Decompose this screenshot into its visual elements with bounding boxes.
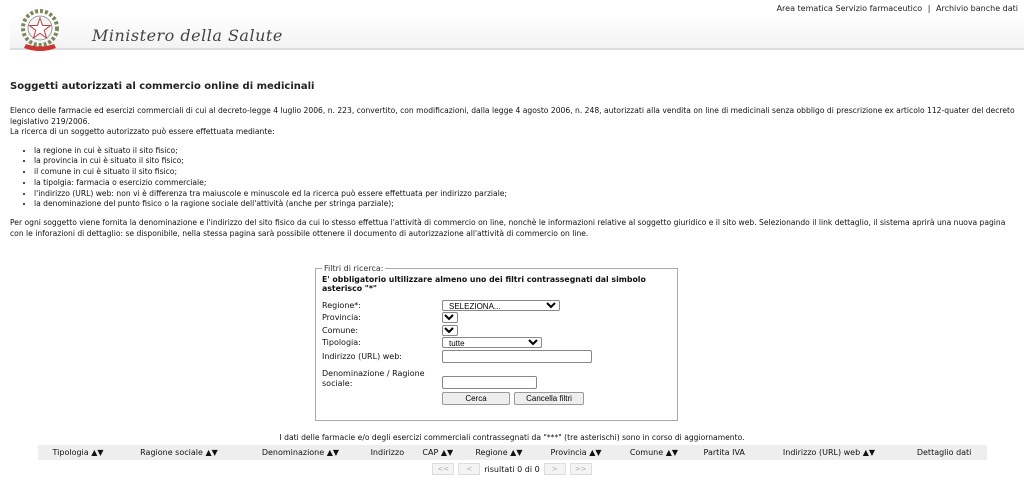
- list-item: • la denominazione del punto fisico o la ragione sociale dell'attività (anche per stringa parziale);: [34, 199, 1020, 210]
- denominazione-label: Denominazione / Ragione sociale:: [322, 369, 425, 388]
- first-page-button[interactable]: <<: [432, 463, 454, 475]
- comune-label: Comune:: [322, 325, 359, 335]
- col-comune[interactable]: Comune ▲▼: [629, 448, 678, 457]
- list-item: • la tipolgia: farmacia o esercizio commerciale;: [34, 178, 1020, 189]
- tipologia-label: Tipologia:: [322, 338, 361, 348]
- area-tematica-link[interactable]: Area tematica Servizio farmaceutico: [776, 4, 923, 13]
- archivio-link[interactable]: Archivio banche dati: [936, 4, 1018, 13]
- url-label: Indirizzo (URL) web:: [322, 351, 402, 361]
- comune-select[interactable]: [442, 325, 458, 336]
- last-page-button[interactable]: >>: [570, 463, 592, 475]
- update-note: I dati delle farmacie e/o degli esercizi commerciali contrassegnati da "***" (tre asterischi) sono in corso di aggiornamento.: [279, 433, 745, 442]
- col-provincia[interactable]: Provincia ▲▼: [550, 448, 602, 457]
- col-denominazione[interactable]: Denominazione ▲▼: [261, 448, 340, 457]
- results-table: [38, 445, 987, 460]
- required-note: E' obbligatorio ultilizzare almeno uno dei filtri contrassegnati dal simbolo asterisco "*": [322, 275, 646, 293]
- next-page-button[interactable]: >: [544, 463, 566, 475]
- intro-paragraph: La ricerca di un soggetto autorizzato può essere effettuata mediante:: [10, 127, 275, 137]
- url-input[interactable]: [442, 350, 592, 363]
- regione-select[interactable]: [442, 300, 560, 311]
- col-dettaglio: Dettaglio dati: [916, 448, 972, 457]
- intro-paragraph: Elenco delle farmacie ed esercizi commerciali di cui al decreto-legge 4 luglio 2006, n. 223, convertito, con modificazioni, dalla legge 4 agosto 2006, n. 248, autorizzati alla vendita on line di medicinali senza obbligo di prescrizione ex articolo 112-quater del decreto legislativo 219/2006.: [10, 106, 1015, 126]
- prev-page-button[interactable]: <: [458, 463, 480, 475]
- intro-paragraph: Per ogni soggetto viene fornita la denominazione e l'indirizzo del sito fisico da cui lo stesso effettua l'attività di commercio on line, nonchè le informazioni relative al soggetto giuridico e il sito web. Selezionando il link dettaglio, il sistema aprirà una nuova pagina con le inforazioni di dettaglio: se disponibile, nella stessa pagina sarà possibile ottenere il documento di autorizzazione all'attività di commercio on line.: [10, 218, 1006, 238]
- list-item: • la provincia in cui è situato il sito fisico;: [34, 156, 1020, 167]
- filters-legend: Filtri di ricerca:: [324, 264, 384, 273]
- col-cap[interactable]: CAP ▲▼: [422, 448, 454, 457]
- republic-emblem-icon[interactable]: [20, 8, 60, 56]
- search-button[interactable]: Cerca: [442, 392, 510, 405]
- search-criteria-list: [34, 146, 1020, 210]
- pagination: [0, 463, 1024, 475]
- list-item: • il comune in cui è situato il sito fisico;: [34, 167, 1020, 178]
- clear-filters-button[interactable]: Cancella filtri: [514, 392, 584, 405]
- col-ragione-sociale[interactable]: Ragione sociale ▲▼: [140, 448, 218, 457]
- table-header-row: [38, 445, 987, 460]
- provincia-select[interactable]: [442, 312, 458, 323]
- col-tipologia[interactable]: Tipologia ▲▼: [52, 448, 104, 457]
- denominazione-input[interactable]: [442, 376, 537, 389]
- separator: |: [927, 4, 931, 13]
- col-regione[interactable]: Regione ▲▼: [475, 448, 523, 457]
- intro-text: [10, 106, 1020, 239]
- ministry-brand: Ministero della Salute: [92, 26, 283, 45]
- col-partita-iva: Partita IVA: [703, 448, 745, 457]
- col-url[interactable]: Indirizzo (URL) web ▲▼: [782, 448, 876, 457]
- results-count: risultati 0 di 0: [484, 464, 540, 474]
- tipologia-select[interactable]: [442, 337, 542, 348]
- regione-label: Regione*:: [322, 300, 362, 310]
- list-item: • l'indirizzo (URL) web: non vi è differenza tra maiuscole e minuscole ed la ricerca può essere effettuata per indirizzo parziale;: [34, 189, 1020, 200]
- search-filters: [315, 264, 678, 421]
- col-indirizzo: Indirizzo: [370, 448, 405, 457]
- page-title: Soggetti autorizzati al commercio online di medicinali: [10, 81, 315, 92]
- top-links: [777, 4, 1018, 13]
- provincia-label: Provincia:: [322, 313, 361, 323]
- list-item: • la regione in cui è situato il sito fisico;: [34, 146, 1020, 157]
